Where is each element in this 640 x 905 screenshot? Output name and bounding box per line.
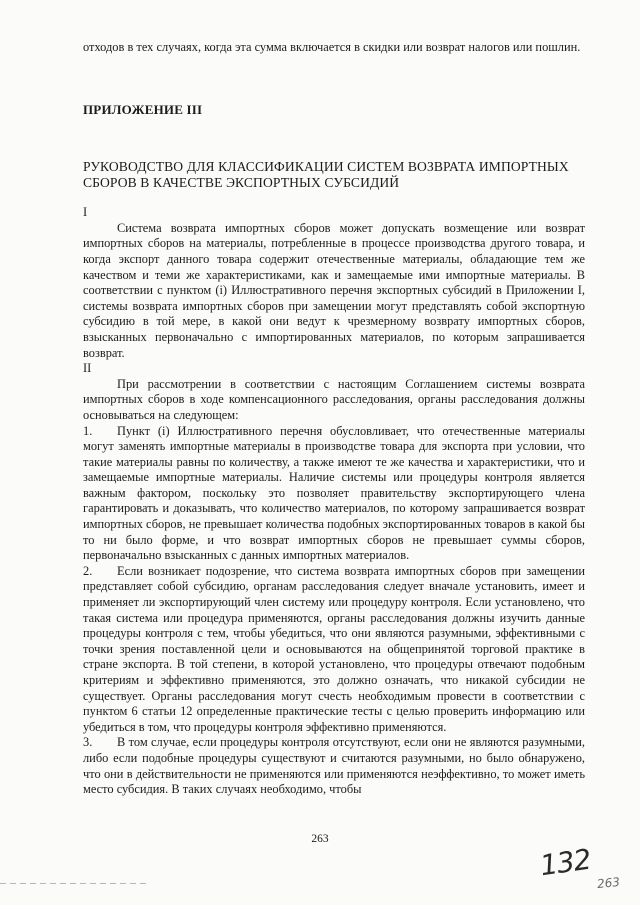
list-item-number: 1. [83,423,93,438]
section-1-paragraph: Система возврата импортных сборов может допускать возмещение или возврат импортных сборов на материалы, потребленные в процессе производства другого товара, и когда экспорт данного товара содержит отечественные материалы, обладающие тем же качеством и теми же характеристиками, как и замещаемые ими импортные материалы. В соответствии с пунктом (i) Иллюстративного перечня экспортных субсидий в Приложении I, системы возврата импортных сборов при замещении могут представлять собой экспортную субсидию в той мере, в какой они ведут к чрезмерному возврату импортных сборов, взысканных первоначально с импортированных материалов, по которым запрашивается возврат. [83,220,585,360]
list-item-number: 3. [83,735,93,750]
list-item-1 [83,424,585,564]
section-mark-2: II [83,361,92,376]
page-number: 263 [311,833,329,845]
stamp-page-number: 263 [596,874,621,892]
list-item-number: 2. [83,563,93,578]
handwritten-page-mark: 132 [537,842,593,883]
list-item-text: Пункт (i) Иллюстративного перечня обусловливает, что отечественные материалы могут заменять импортные материалы в производстве товара для экспорта при условии, что такие материалы равны по количеству, а также имеют те же качества и характеристики, что и замещаемые импортные материалы. Наличие системы или процедуры контроля является важным фактором, поскольку это позволяет правительству экспортирующего члена гарантировать и доказывать, что количество материалов, по которому запрашивается возврат импортных сборов, не превышает количества подобных экспортированных товаров в какой бы то ни было форме, и что возврат импортных сборов не превышает суммы сборов, первоначально взысканных с данных импортных материалов. [83,423,585,563]
section-2-intro: При рассмотрении в соответствии с настоящим Соглашением системы возврата импортных сборов в ходе компенсационного расследования, органы расследования должны основываться на следующем: [83,376,585,422]
list-item-2 [83,564,585,736]
top-fragment: отходов в тех случаях, когда эта сумма включается в скидки или возврат налогов или пошлин. [83,40,581,54]
document-body [83,40,585,798]
list-item-text: Если возникает подозрение, что система возврата импортных сборов при замещении представляет собой субсидию, органам расследования следует вначале установить, имеет и применяет ли экспортирующий член систему или процедуру контроля. Если установлено, что такая система или процедура применяются, органы расследования должны изучить данные процедуры контроля с тем, чтобы убедиться, что они являются разумными, эффективными с точки зрения поставленной цели и основываются на общепринятой торговой практике в стране экспорта. В той степени, в которой установлено, что процедуры отвечают подобным критериям и эффективно применяются, это должно означать, что никакой субсидии не существует. Органы расследования могут счесть необходимым провести в соответствии с пунктом 6 статьи 12 определенные практические тесты с целью проверить информацию или убедиться в том, что процедуры контроля эффективно применяются. [83,563,585,734]
appendix-heading: ПРИЛОЖЕНИЕ III [83,101,203,117]
scan-artifact-divider [0,883,150,884]
list-item-3 [83,735,585,797]
section-mark-1: I [83,205,88,220]
document-title: РУКОВОДСТВО ДЛЯ КЛАССИФИКАЦИИ СИСТЕМ ВОЗВРАТА ИМПОРТНЫХ СБОРОВ В КАЧЕСТВЕ ЭКСПОРТНЫХ СУБСИДИЙ [83,159,569,191]
list-item-text: В том случае, если процедуры контроля отсутствуют, если они не являются разумными, либо если подобные процедуры существуют и считаются разумными, но было обнаружено, что они в действительности не применяются или применяются неэффективно, то может иметь место субсидия. В таких случаях необходимо, чтобы [83,735,585,797]
